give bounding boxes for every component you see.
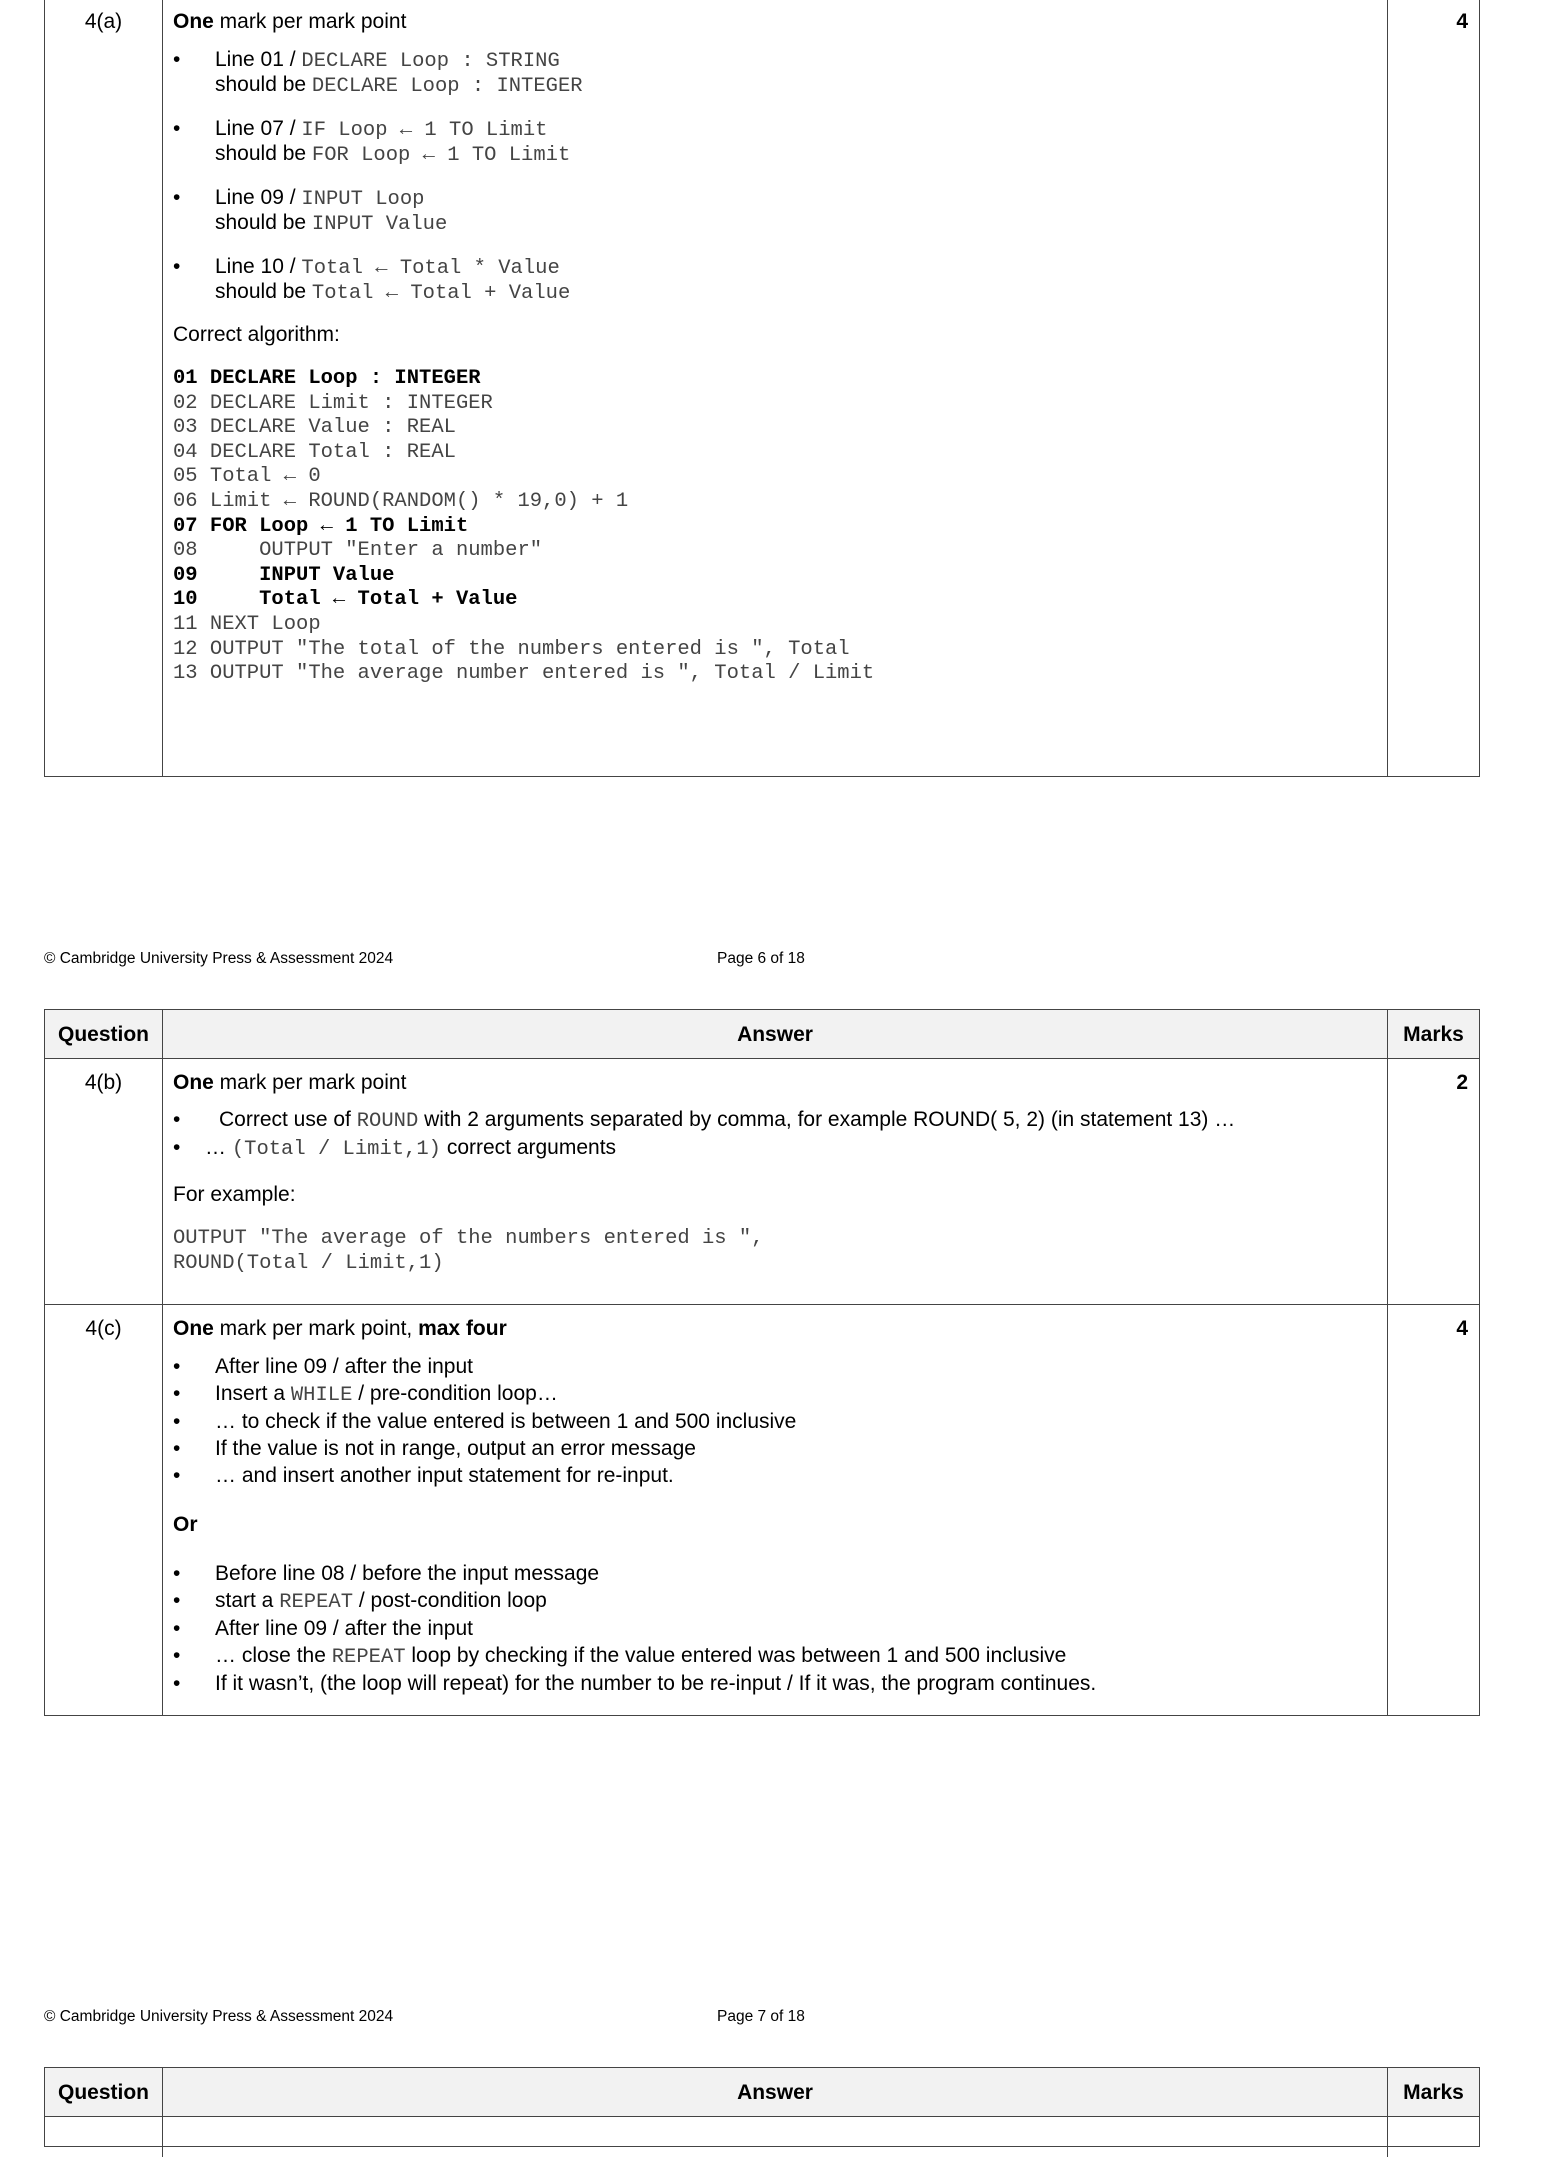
footer-page-number: Page 7 of 18 — [717, 2008, 805, 2025]
marks-value: 2 — [1456, 1071, 1468, 1094]
answer-cell — [163, 1305, 1388, 1715]
correct-algorithm-heading: Correct algorithm: — [173, 323, 340, 346]
next-table — [44, 2067, 1480, 2147]
correct-algorithm-code — [173, 367, 1387, 687]
mark-points — [173, 48, 1387, 305]
footer-copyright: © Cambridge University Press & Assessment 2024 — [44, 950, 394, 967]
header-answer: Answer — [163, 2068, 1388, 2116]
header-question: Question — [45, 1010, 163, 1058]
table-header-row — [45, 1010, 1479, 1058]
mark-points — [173, 1108, 1387, 1161]
code-line: 09 INPUT Value — [173, 563, 395, 587]
question-number: 4(c) — [45, 1305, 163, 1715]
mark-points-option-2 — [173, 1562, 1387, 1696]
header-marks: Marks — [1403, 1023, 1464, 1046]
list-item: • start a REPEAT / post-condition loop — [173, 1589, 1387, 1614]
mark-points-option-1 — [173, 1355, 1387, 1488]
list-item: • Insert a WHILE / pre-condition loop… — [173, 1382, 1387, 1407]
list-item: • … (Total / Limit,1) correct arguments — [173, 1136, 1387, 1161]
header-marks: Marks — [1403, 2081, 1464, 2104]
marks-value: 4 — [1456, 1317, 1468, 1340]
header-question: Question — [45, 2068, 163, 2116]
code-line: 01 DECLARE Loop : INTEGER — [173, 367, 481, 390]
q4a-table — [44, 0, 1480, 777]
list-item: • If it wasn’t, (the loop will repeat) for the number to be re-input / If it was, the program continues. — [173, 1672, 1387, 1696]
list-item: • … close the REPEAT loop by checking if the value entered was between 1 and 500 inclusive — [173, 1644, 1387, 1669]
list-item: • … to check if the value entered is between 1 and 500 inclusive — [173, 1410, 1387, 1434]
list-item: • After line 09 / after the input — [173, 1355, 1387, 1379]
q4b-row — [45, 1058, 1479, 1304]
footer-page-number: Page 6 of 18 — [717, 950, 805, 967]
header-answer: Answer — [163, 1010, 1388, 1058]
code-line: 12 OUTPUT "The total of the numbers entered is ", Total — [173, 637, 850, 661]
example-heading: For example: — [173, 1183, 296, 1206]
list-item: • Line 07 / IF Loop ← 1 TO Limit should be FOR Loop ← 1 TO Limit — [173, 117, 1387, 167]
code-line: 05 Total ← 0 — [173, 465, 321, 489]
table-header-row — [45, 2068, 1479, 2116]
code-line: 08 OUTPUT "Enter a number" — [173, 539, 543, 563]
code-line: 03 DECLARE Value : REAL — [173, 416, 456, 440]
list-item: • After line 09 / after the input — [173, 1617, 1387, 1641]
or-label: Or — [173, 1513, 198, 1536]
question-number: 4(b) — [45, 1059, 163, 1304]
list-item: • … and insert another input statement for re-input. — [173, 1464, 1387, 1488]
intro-text: One mark per mark point — [173, 1071, 407, 1094]
list-item: • Before line 08 / before the input message — [173, 1562, 1387, 1586]
code-line: 04 DECLARE Total : REAL — [173, 440, 456, 464]
code-line: 07 FOR Loop ← 1 TO Limit — [173, 514, 469, 538]
code-line: 11 NEXT Loop — [173, 612, 321, 636]
q4bc-table — [44, 1009, 1480, 1716]
code-line: 02 DECLARE Limit : INTEGER — [173, 391, 493, 415]
intro-text: One mark per mark point — [173, 10, 407, 33]
list-item: • Correct use of ROUND with 2 arguments separated by comma, for example ROUND( 5, 2) (in statement 13) … — [173, 1108, 1387, 1133]
question-number: 4(a) — [45, 0, 163, 776]
list-item: • Line 10 / Total ← Total * Value should be Total ← Total + Value — [173, 255, 1387, 305]
list-item: • Line 01 / DECLARE Loop : STRING should be DECLARE Loop : INTEGER — [173, 48, 1387, 98]
list-item: • Line 09 / INPUT Loop should be INPUT Value — [173, 186, 1387, 236]
example-code-line: OUTPUT "The average of the numbers entered is ", — [173, 1227, 764, 1250]
code-line: 10 Total ← Total + Value — [173, 588, 518, 612]
example-code-line: ROUND(Total / Limit,1) — [173, 1251, 444, 1275]
answer-cell — [163, 1059, 1388, 1304]
code-line: 06 Limit ← ROUND(RANDOM() * 19,0) + 1 — [173, 489, 629, 513]
code-line: 13 OUTPUT "The average number entered is ", Total / Limit — [173, 662, 875, 686]
intro-text: One mark per mark point, max four — [173, 1317, 507, 1340]
marks-value: 4 — [1456, 10, 1468, 33]
q4c-row — [45, 1304, 1479, 1715]
footer-copyright: © Cambridge University Press & Assessment 2024 — [44, 2008, 394, 2025]
next-row — [45, 2116, 1479, 2157]
q4a-row — [45, 0, 1479, 776]
list-item: • If the value is not in range, output an error message — [173, 1437, 1387, 1461]
answer-cell — [163, 0, 1388, 776]
